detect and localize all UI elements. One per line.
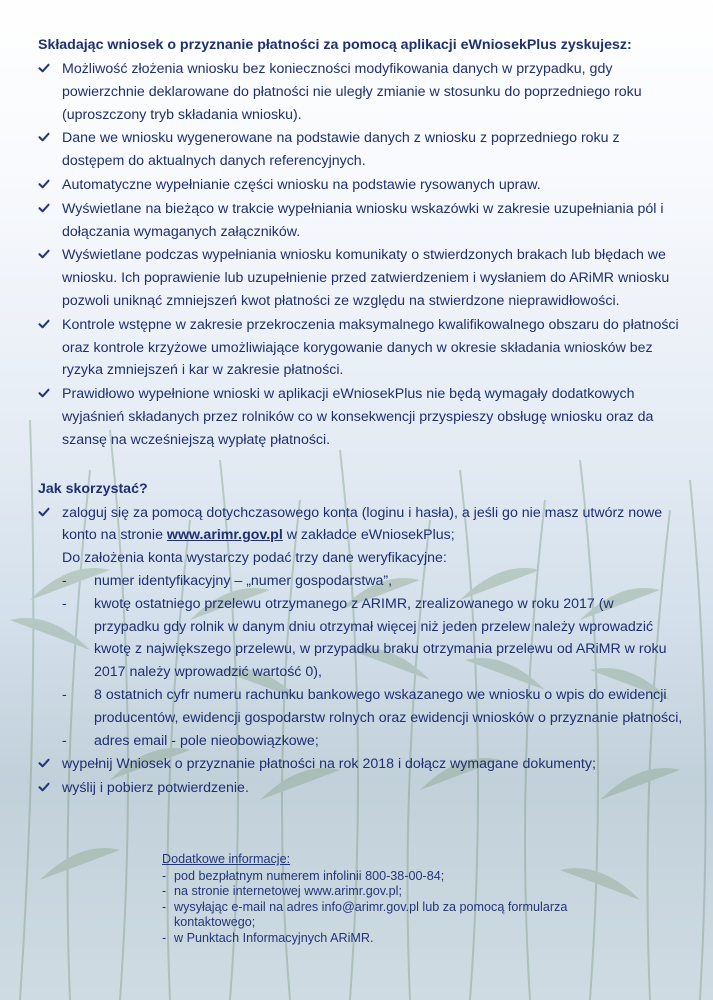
step-item-login	[38, 502, 683, 753]
step-item-send	[38, 777, 683, 800]
step-text: zaloguj się za pomocą dotychczasowego konta (loginu i hasła), a jeśli go nie masz utwórz nowe konto na stronie	[62, 504, 663, 544]
checkmark-icon	[38, 248, 50, 260]
list-item	[38, 174, 683, 197]
checkmark-icon	[38, 202, 50, 214]
checkmark-icon	[38, 62, 50, 74]
additional-info	[162, 852, 582, 947]
benefit-text: Dane we wniosku wygenerowane na podstawie danych z wniosku z poprzedniego roku z dostępem do aktualnych danych referencyjnych.	[62, 130, 620, 170]
additional-info-list	[162, 869, 582, 947]
additional-info-title: Dodatkowe informacje:	[162, 852, 291, 866]
list-item	[38, 58, 683, 126]
checkmark-icon	[38, 178, 50, 190]
main-content	[38, 34, 683, 801]
verification-data-list	[62, 570, 683, 752]
list-item	[38, 127, 683, 173]
step-text: wyślij i pobierz potwierdzenie.	[62, 780, 249, 797]
checkmark-icon	[38, 318, 50, 330]
list-item: - 8 ostatnich cyfr numeru rachunku bankowego wskazanego we wniosku o wpis do ewidencji producentów, ewidencji gospodarstw rolnych oraz ewidencji wniosków o przyznanie płatności,	[62, 686, 683, 726]
benefits-list	[38, 58, 683, 452]
list-item: - kwotę ostatniego przelewu otrzymanego z ARIMR, zrealizowanego w roku 2017 (w przypadku gdy rolnik w danym dniu otrzymał więcej niż jeden przelew należy wprowadzić kwotę z największego przelewu, w przypadku braku otrzymania przelewu od ARiMR w roku 2017 należy wprowadzić wartość 0),	[62, 595, 667, 681]
benefit-text: Prawidłowo wypełnione wnioski w aplikacji eWniosekPlus nie będą wymagały dodatkowych wyjaśnień składanych przez rolników co w konsekwencji przyspieszy obsługę wniosku oraz da szansę na wcześniejszą wypłatę płatności.	[62, 386, 654, 448]
list-item: - numer identyfikacyjny – „numer gospodarstwa”,	[62, 572, 393, 589]
benefit-text: Kontrole wstępne w zakresie przekroczenia maksymalnego kwalifikowalnego obszaru do płatności oraz kontrole krzyżowe umożliwiające korygowanie danych w okresie składania wniosków bez ryzyka zmniejszeń i kar w zakresie płatności.	[62, 316, 679, 379]
list-item: - w Punktach Informacyjnych ARiMR.	[162, 930, 374, 945]
step-text: w zakładce eWniosekPlus;	[282, 527, 455, 544]
benefit-text: Wyświetlane na bieżąco w trakcie wypełniania wniosku wskazówki w zakresie uzupełniania pól i dołączania wymaganych załączników.	[62, 200, 664, 240]
list-item	[38, 198, 683, 244]
list-item: - wysyłając e-mail na adres info@arimr.gov.pl lub za pomocą formularza kontaktowego;	[162, 899, 568, 930]
step-item-fill	[38, 753, 683, 776]
benefit-text: Możliwość złożenia wniosku bez konieczności modyfikowania danych w przypadku, gdy powierzchnie deklarowane do płatności nie uległy zmianie w stosunku do poprzedniego roku (uproszczony tryb składania wniosku).	[62, 61, 642, 123]
list-item: - na stronie internetowej www.arimr.gov.pl;	[162, 884, 402, 899]
step-text: wypełnij Wniosek o przyznanie płatności na rok 2018 i dołącz wymagane dokumenty;	[62, 756, 596, 773]
benefit-text: Automatyczne wypełnianie części wniosku na podstawie rysowanych upraw.	[62, 176, 541, 193]
benefit-text: Wyświetlane podczas wypełniania wniosku komunikaty o stwierdzonych brakach lub błędach we wniosku. Ich poprawienie lub uzupełnienie przed zatwierdzeniem i wysłaniem do ARiMR wniosku pozwoli uniknąć zmniejszeń kwot płatności ze względu na stwierdzone nieprawidłowości.	[62, 247, 670, 309]
checkmark-icon	[38, 506, 50, 518]
list-item: - adres email - pole nieobowiązkowe;	[62, 732, 319, 749]
list-item: - pod bezpłatnym numerem infolinii 800-38-00-84;	[162, 868, 445, 883]
howto-heading: Jak skorzystać?	[38, 480, 148, 497]
checkmark-icon	[38, 757, 50, 769]
arimr-website-link[interactable]: www.arimr.gov.pl	[166, 527, 283, 544]
checkmark-icon	[38, 781, 50, 793]
list-item	[38, 314, 683, 382]
list-item	[38, 244, 683, 312]
checkmark-icon	[38, 387, 50, 399]
steps-list	[38, 502, 683, 800]
verification-intro: Do założenia konta wystarczy podać trzy dane weryfikacyjne:	[62, 550, 447, 567]
benefits-heading: Składając wniosek o przyznanie płatności za pomocą aplikacji eWniosekPlus zyskujesz:	[38, 37, 632, 53]
list-item	[38, 383, 683, 451]
checkmark-icon	[38, 131, 50, 143]
